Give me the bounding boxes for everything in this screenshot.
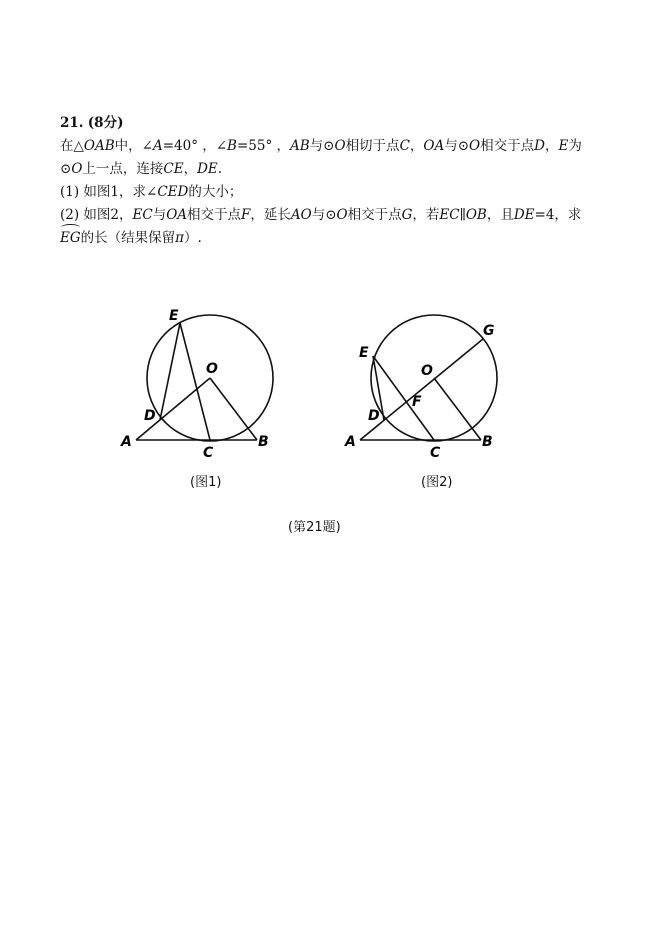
stem-text: =55° ，: [236, 138, 290, 154]
stem-var: AB: [290, 138, 310, 154]
fig2-label-C: C: [430, 445, 441, 461]
question-var: O: [336, 207, 348, 223]
stem-text: 为: [568, 138, 582, 154]
fig1-label-B: B: [258, 434, 269, 450]
question-text: =4，求: [534, 207, 582, 223]
stem-var: C: [399, 138, 410, 154]
question-text: 的长（结果保留: [80, 230, 176, 246]
question-text: ，若: [412, 207, 440, 223]
stem-text: =40° ，∠: [162, 138, 228, 154]
question-var: DE: [513, 207, 535, 223]
stem-text: ，: [544, 138, 559, 154]
problem-number: 21.: [60, 115, 84, 131]
fig1-label-O: O: [206, 361, 218, 377]
stem-var: A: [152, 138, 163, 154]
question-var: EC: [132, 207, 153, 223]
stem-var: DE: [197, 161, 218, 177]
question-number: (1): [60, 184, 80, 200]
fig2-label-B: B: [482, 434, 493, 450]
question-text: 如图2，: [83, 207, 133, 223]
problem-caption: (第21题): [288, 520, 341, 535]
stem-var: O: [469, 138, 481, 154]
stem-var: D: [534, 138, 545, 154]
fig1-label-C: C: [203, 445, 214, 461]
stem-var: O: [71, 161, 83, 177]
question-var: AO: [290, 207, 312, 223]
stem-var: O: [334, 138, 346, 154]
fig1-label-E: E: [169, 308, 179, 324]
stem-text: 与⊙: [309, 138, 335, 154]
stem-text: 上一点，连接: [82, 161, 164, 177]
question-text: 如图1，求∠: [83, 184, 158, 200]
stem-text: 中，∠: [114, 138, 153, 154]
fig2-label-G: G: [483, 323, 495, 339]
stem-text: ，: [183, 161, 198, 177]
question-text: ）.: [184, 230, 202, 246]
problem-points: (8分): [87, 115, 124, 131]
question-text: ，且: [486, 207, 514, 223]
fig2-label-A: A: [345, 434, 356, 450]
question-text: 相交于点: [347, 207, 402, 223]
fig1-label-A: A: [121, 434, 132, 450]
stem-text: .: [217, 161, 223, 177]
stem-var: OA: [423, 138, 445, 154]
figure-1-caption: (图1): [190, 475, 222, 490]
fig2-line-OB: [434, 378, 481, 440]
figure-2-caption: (图2): [421, 475, 453, 490]
question-text: 相交于点: [187, 207, 242, 223]
question-var: OA: [166, 207, 188, 223]
question-text: 的大小；: [188, 184, 243, 200]
stem-var: OAB: [83, 138, 115, 154]
question-var: π: [175, 230, 185, 246]
stem-text: 在△: [60, 138, 84, 154]
fig1-label-D: D: [144, 408, 156, 424]
fig2-label-E: E: [359, 345, 369, 361]
question-var: EC∥OB: [439, 207, 487, 223]
question-var: G: [401, 207, 413, 223]
stem-var: E: [558, 138, 569, 154]
fig2-label-F: F: [412, 394, 422, 410]
question-text: ，延长: [250, 207, 291, 223]
question-text: 与: [152, 207, 167, 223]
stem-text: ⊙: [60, 161, 72, 177]
fig2-label-O: O: [421, 363, 433, 379]
stem-text: 与⊙: [444, 138, 470, 154]
question-text: 与⊙: [311, 207, 337, 223]
stem-text: ，: [409, 138, 424, 154]
stem-var: B: [227, 138, 237, 154]
question-var: EG: [60, 230, 81, 246]
question-var: CED: [157, 184, 189, 200]
question-var: F: [241, 207, 251, 223]
stem-text: 相切于点: [345, 138, 400, 154]
question-number: (2): [60, 207, 80, 223]
fig2-label-D: D: [368, 408, 380, 424]
stem-var: CE: [163, 161, 184, 177]
stem-text: 相交于点: [480, 138, 535, 154]
